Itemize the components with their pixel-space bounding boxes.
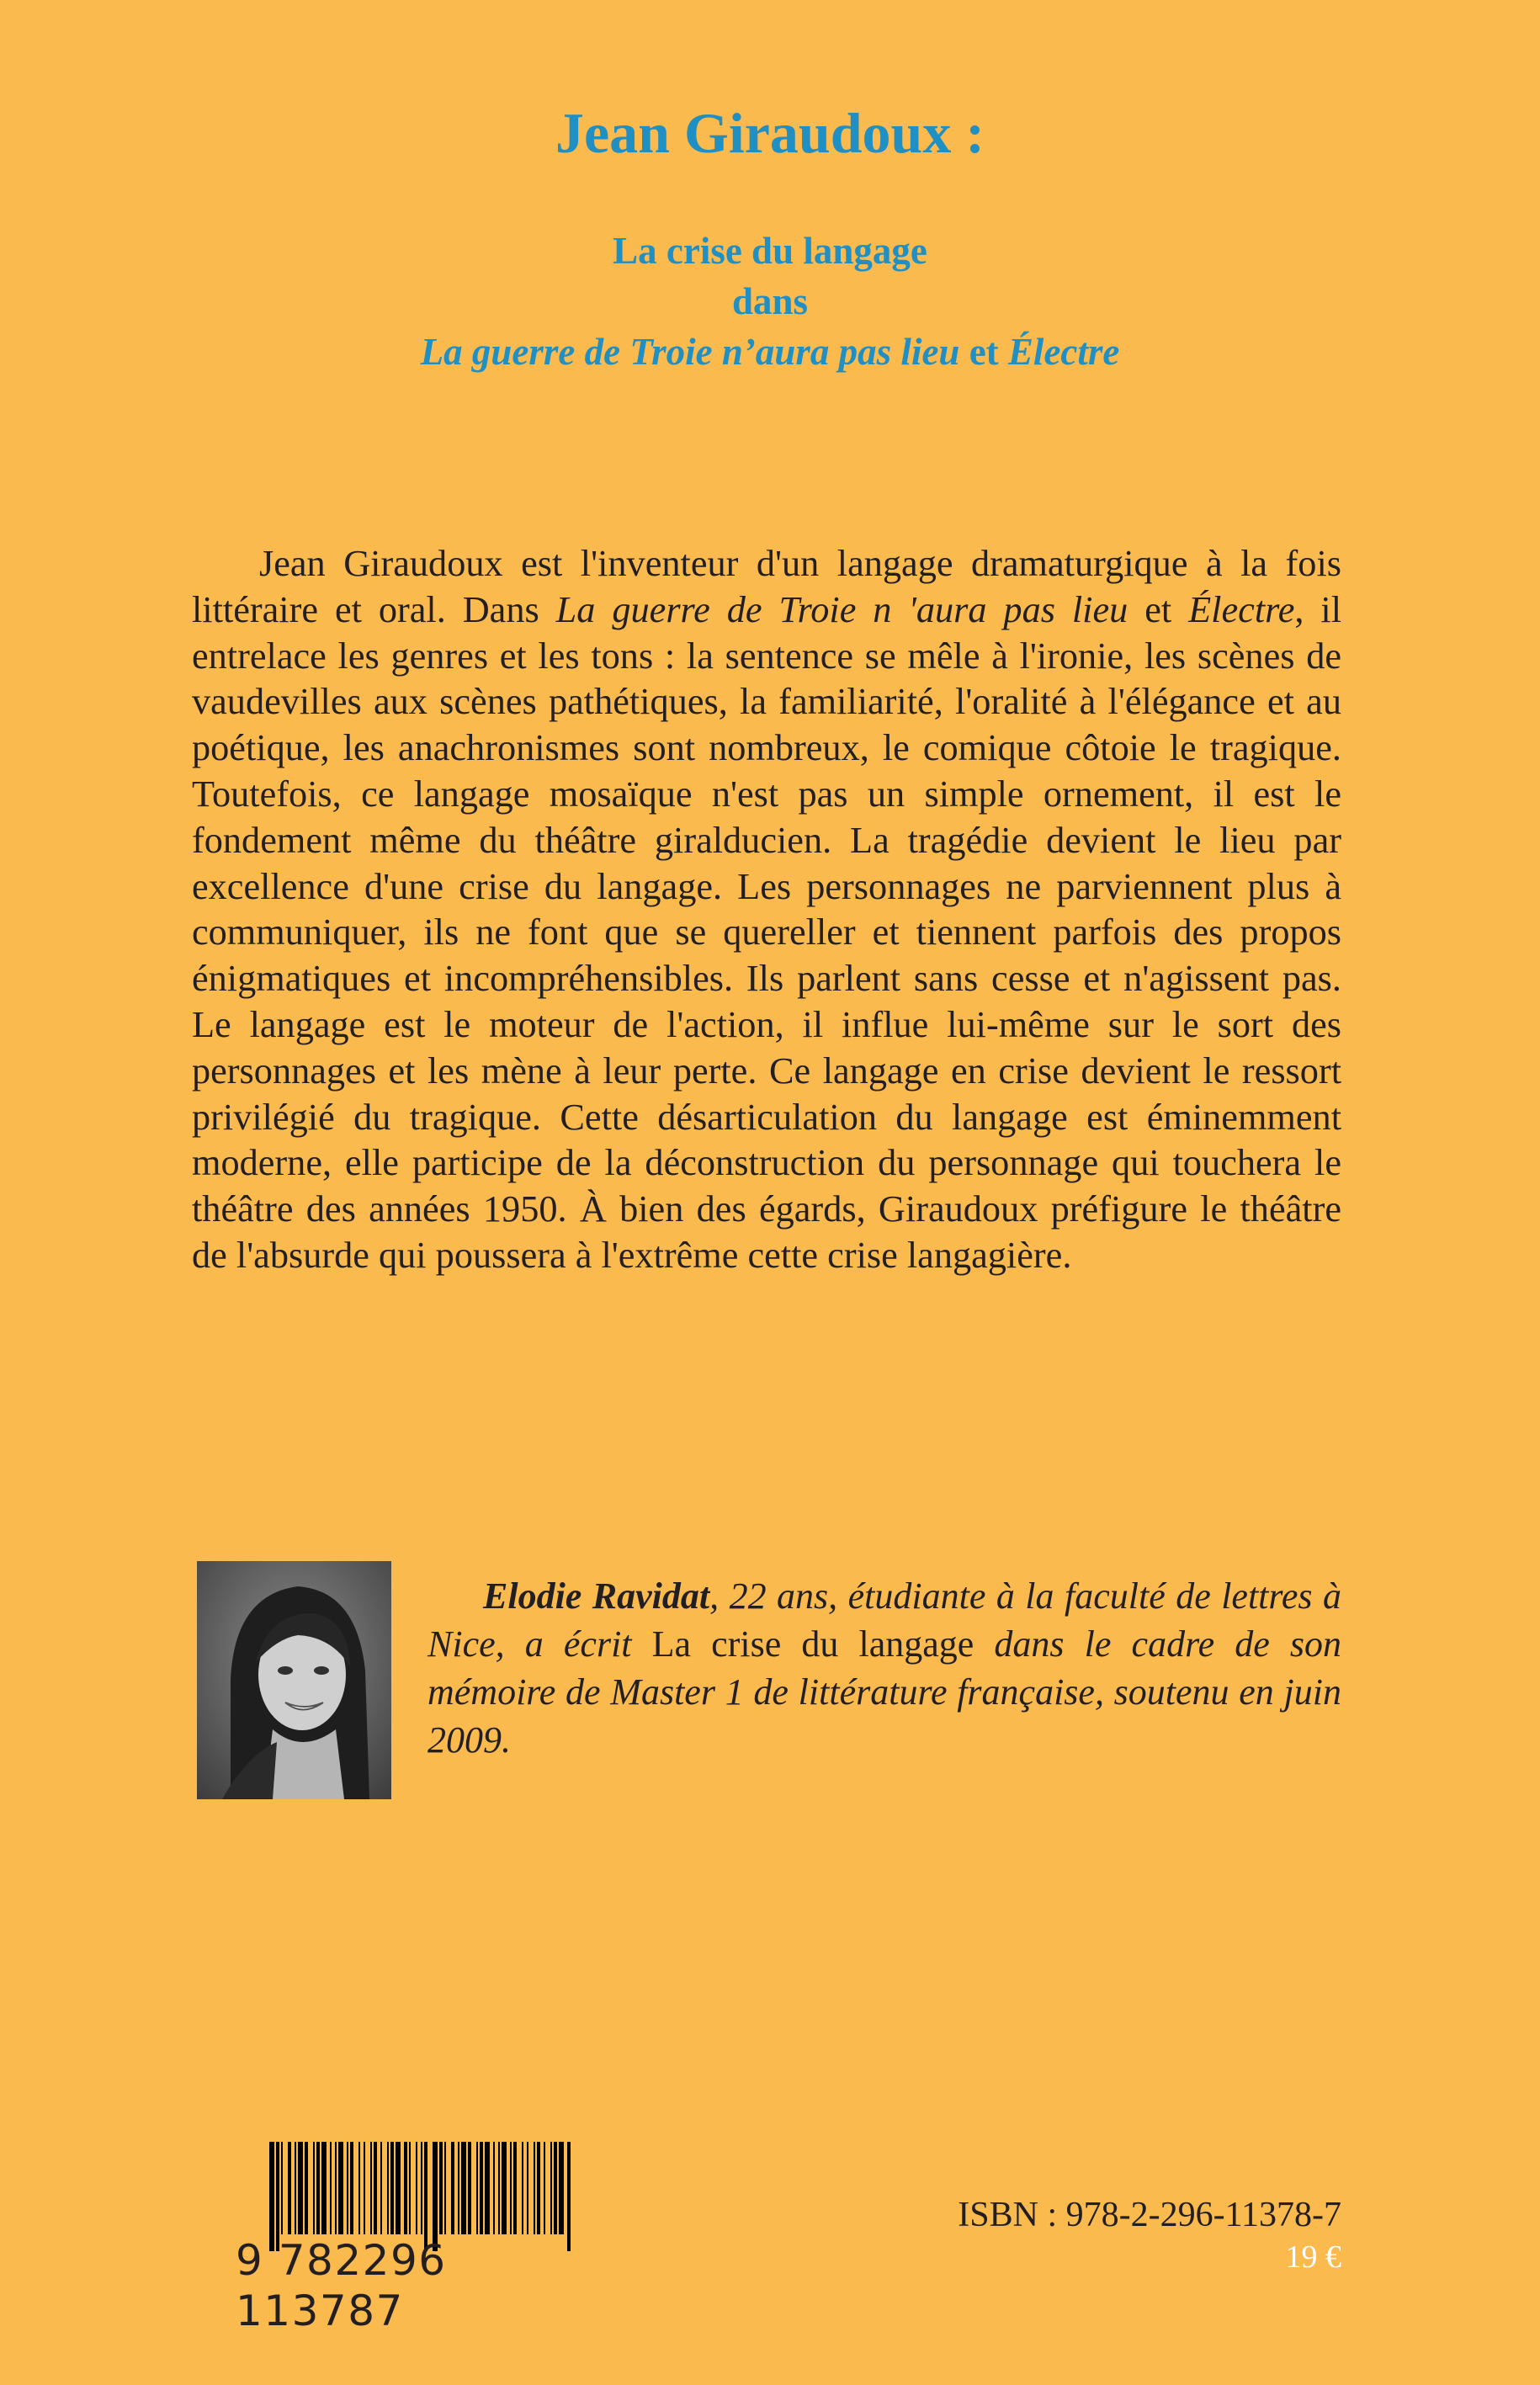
barcode-bar bbox=[321, 2142, 327, 2234]
author-bio-part-2: dans le cadre de son mémoire de Master 1 de littérature française, soutenu en juin 2009. bbox=[427, 1623, 1341, 1761]
barcode-bar bbox=[522, 2142, 523, 2234]
author-bio-work: La crise du langage bbox=[651, 1623, 974, 1665]
author-bio-part-1: , 22 ans, étudiante à la faculté de lettres à Nice, a écrit bbox=[427, 1575, 1342, 1665]
barcode-bar bbox=[281, 2142, 283, 2234]
barcode-bar bbox=[347, 2142, 348, 2234]
barcode-bar bbox=[513, 2142, 517, 2234]
barcode-bar bbox=[313, 2142, 315, 2234]
barcode-bar bbox=[335, 2142, 337, 2234]
barcode-bar bbox=[498, 2142, 500, 2234]
book-title: Jean Giraudoux : bbox=[555, 101, 985, 165]
subtitle-line-2: dans bbox=[731, 280, 809, 322]
barcode-digits: 9 782296 113787 bbox=[236, 2236, 447, 2335]
barcode-bar bbox=[316, 2142, 320, 2234]
barcode-bar bbox=[534, 2142, 535, 2234]
barcode-bar bbox=[550, 2142, 552, 2234]
barcode-bar bbox=[544, 2142, 545, 2234]
barcode-bar bbox=[458, 2142, 459, 2234]
barcode-bar bbox=[295, 2142, 296, 2234]
barcode-bar bbox=[421, 2142, 422, 2234]
blurb-part-2: et bbox=[1128, 588, 1189, 630]
barcode-bar bbox=[288, 2142, 291, 2234]
back-cover-blurb bbox=[192, 541, 1341, 1279]
barcode-bar bbox=[461, 2142, 466, 2234]
blurb-work-2: Électre bbox=[1188, 588, 1295, 630]
barcode-bar bbox=[444, 2142, 446, 2234]
barcode-bar bbox=[439, 2142, 443, 2234]
subtitle-work-1: La guerre de Troie n’aura pas lieu bbox=[420, 331, 960, 373]
barcode-bar bbox=[396, 2142, 401, 2234]
subtitle-line-1: La crise du langage bbox=[613, 230, 927, 272]
isbn: ISBN : 978-2-296-11378-7 bbox=[958, 2196, 1341, 2234]
barcode-bar bbox=[409, 2142, 411, 2234]
author-bio bbox=[427, 1572, 1341, 1764]
barcode-bar bbox=[370, 2142, 372, 2234]
barcode-bar bbox=[404, 2142, 407, 2234]
subtitle-conjunction: et bbox=[959, 331, 1008, 373]
barcode-bar bbox=[480, 2142, 483, 2234]
subtitle-line-3 bbox=[0, 327, 1540, 377]
barcode-bar bbox=[380, 2142, 382, 2234]
blurb-work-1: La guerre de Troie n 'aura pas lieu bbox=[555, 588, 1128, 630]
barcode-bar bbox=[554, 2142, 557, 2234]
barcode-bar bbox=[537, 2142, 540, 2234]
barcode-bar bbox=[510, 2142, 512, 2234]
barcode-bar bbox=[374, 2142, 377, 2234]
barcode-bar bbox=[305, 2142, 308, 2234]
barcode-bar bbox=[350, 2142, 353, 2234]
barcode-bar bbox=[468, 2142, 471, 2234]
author-name: Elodie Ravidat bbox=[483, 1575, 710, 1617]
barcode-bar bbox=[502, 2142, 507, 2234]
barcode-bar bbox=[387, 2142, 389, 2234]
barcode-bar bbox=[493, 2142, 495, 2234]
barcode-bar bbox=[390, 2142, 394, 2234]
barcode-bar bbox=[527, 2142, 528, 2234]
barcode-bar bbox=[451, 2142, 454, 2234]
subtitle bbox=[0, 226, 1540, 377]
barcode-bar bbox=[485, 2142, 490, 2234]
blurb-part-1: Jean Giraudoux est l'inventeur d'un langage dramaturgique à la fois littéraire et oral. Dans bbox=[192, 543, 1341, 630]
barcode-bar bbox=[338, 2142, 343, 2234]
barcode-bar bbox=[559, 2142, 564, 2234]
blurb-part-3: , il entrelace les genres et les tons : la sentence se mêle à l'ironie, les scènes de vaudevilles aux scènes pathétiques, la familiarité, l'oralité à l'élégance et au poétique, les anachronismes sont nombreux, le comique côtoie le tragique. Toutefois, ce langage mosaïque n'est pas un simple ornement, il est le fondement même du théâtre giralducien. La tragédie devient le lieu par excellence d'une crise du langage. Les personnages ne parviennent plus à communiquer, ils ne font que se quereller et tiennent parfois des propos énigmatiques et incompréhensibles. Ils parlent sans cesse et n'agissent pas. Le langage est le moteur de l'action, il influe lui-même sur le sort des personnages et les mène à leur perte. Ce langage en crise devient le ressort privilégié du tragique. Cette désarticulation du langage est éminemment moderne, elle participe de la déconstruction du personnage qui touchera le théâtre des années 1950. À bien des égards, Giraudoux préfigure le théâtre de l'absurde qui poussera à l'extrême cette crise langagière. bbox=[192, 588, 1341, 1276]
price: 19 € bbox=[1285, 2239, 1341, 2275]
barcode-bar bbox=[330, 2142, 332, 2234]
barcode-bar bbox=[476, 2142, 478, 2234]
barcode-bar bbox=[416, 2142, 417, 2234]
subtitle-work-2: Électre bbox=[1007, 331, 1120, 373]
barcode-bar bbox=[364, 2142, 365, 2234]
author-photo bbox=[197, 1561, 391, 1799]
barcode-bar bbox=[298, 2142, 303, 2234]
barcode-bar bbox=[358, 2142, 360, 2234]
